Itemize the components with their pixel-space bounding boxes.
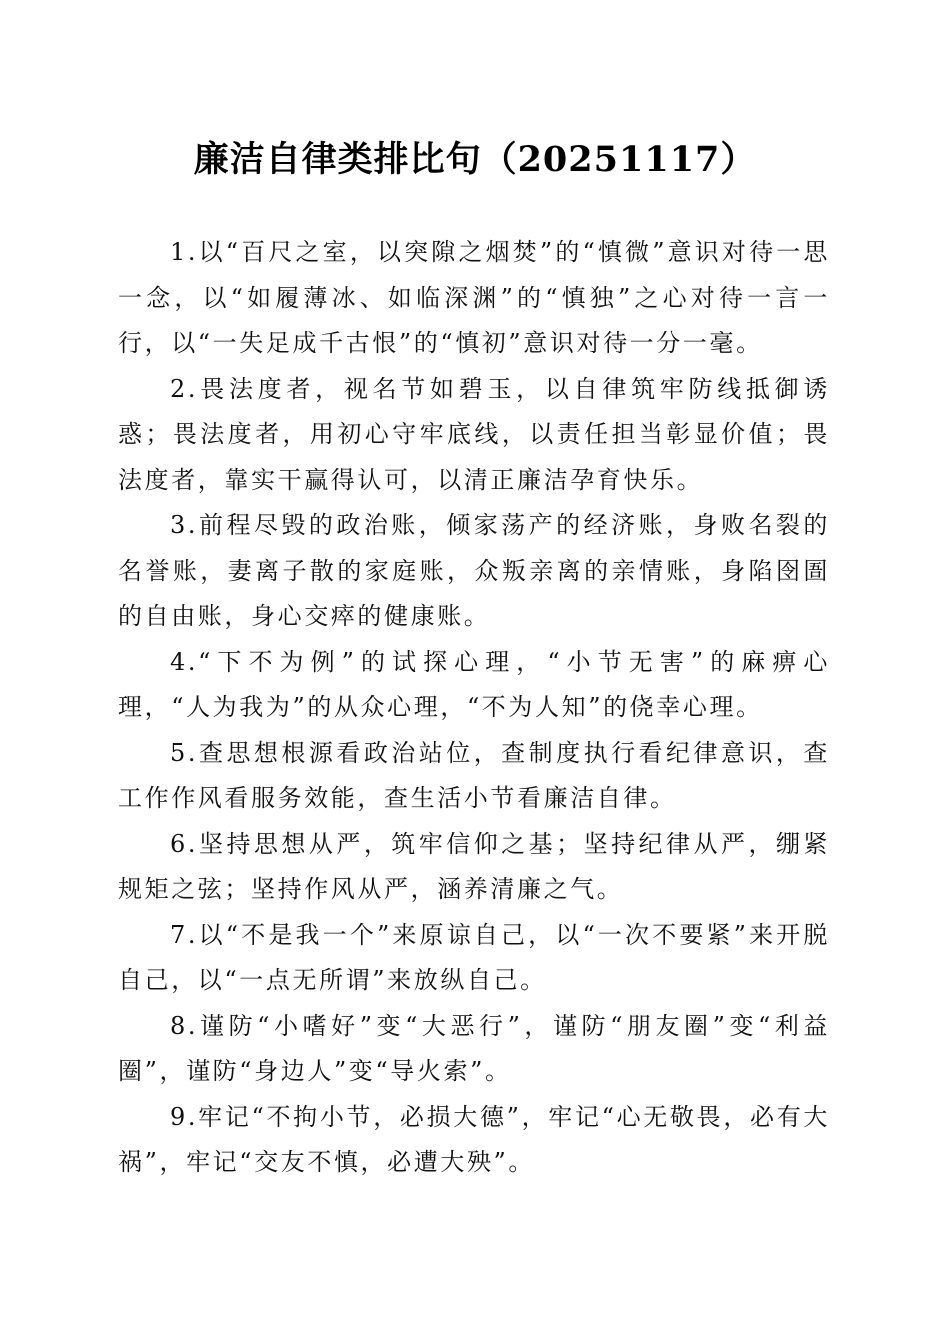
paragraph-9: 9.牢记“不拘小节，必损大德”，牢记“心无敬畏，必有大祸”，牢记“交友不慎，必遭大殃”。 [118,1102,830,1176]
paragraph-7: 7.以“不是我一个”来原谅自己，以“一次不要紧”来开脱自己，以“一点无所谓”来放纵自己。 [118,920,830,994]
document-title: 廉洁自律类排比句（20251117） [193,139,757,180]
document-body [118,230,830,1186]
paragraph-3: 3.前程尽毁的政治账，倾家荡产的经济账，身败名裂的名誉账，妻离子散的家庭账，众叛亲离的亲情账，身陷囹圄的自由账，身心交瘁的健康账。 [118,511,830,630]
paragraph-6: 6.坚持思想从严，筑牢信仰之基；坚持纪律从严，绷紧规矩之弦；坚持作风从严，涵养清廉之气。 [118,829,830,903]
paragraph-1: 1.以“百尺之室，以突隙之烟焚”的“慎微”意识对待一思一念，以“如履薄冰、如临深渊”的“慎独”之心对待一言一行，以“一失足成千古恨”的“慎初”意识对待一分一毫。 [118,238,830,357]
paragraph-5: 5.查思想根源看政治站位，查制度执行看纪律意识，查工作作风看服务效能，查生活小节看廉洁自律。 [118,738,830,812]
paragraph-4: 4.“下不为例”的试探心理，“小节无害”的麻痹心理，“人为我为”的从众心理，“不为人知”的侥幸心理。 [118,647,830,721]
paragraph-8: 8.谨防“小嗜好”变“大恶行”，谨防“朋友圈”变“利益圈”，谨防“身边人”变“导火索”。 [118,1011,830,1085]
paragraph-2: 2.畏法度者，视名节如碧玉，以自律筑牢防线抵御诱惑；畏法度者，用初心守牢底线，以责任担当彰显价值；畏法度者，靠实干赢得认可，以清正廉洁孕育快乐。 [118,374,830,494]
